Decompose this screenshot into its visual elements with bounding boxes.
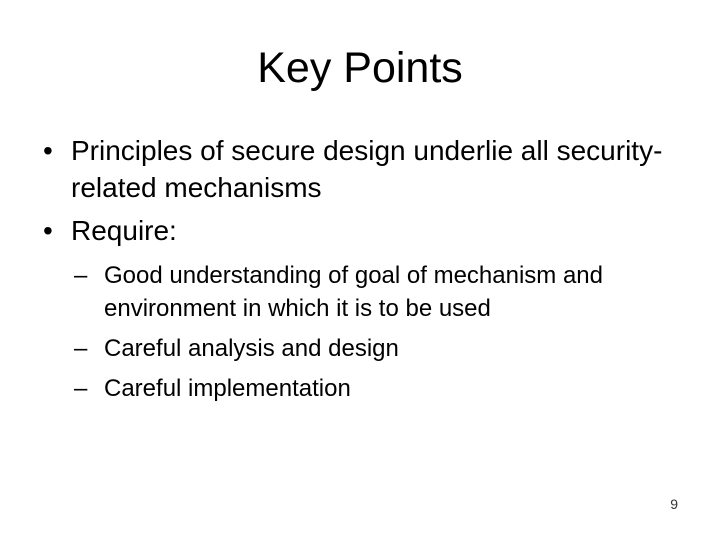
bullet-marker: •: [43, 135, 53, 166]
slide-title: Key Points: [257, 44, 463, 92]
sub-bullet-analysis: [74, 332, 680, 365]
page-number: 9: [670, 496, 678, 512]
sub-bullet-marker: –: [74, 262, 88, 289]
sub-bullet-text: Careful analysis and design: [104, 335, 399, 362]
sub-bullet-text: Careful implementation: [104, 375, 351, 402]
bullet-marker: •: [43, 215, 53, 246]
sub-bullet-text: Good understanding of goal of mechanism and environment in which it is to be used: [104, 262, 603, 322]
slide-body: [40, 132, 680, 412]
bullet-principles: [40, 132, 680, 206]
bullet-text: Principles of secure design underlie all security-related mechanisms: [71, 135, 663, 203]
sub-bullet-understanding: [74, 259, 680, 325]
sub-bullet-marker: –: [74, 375, 88, 402]
sub-bullet-list: [74, 259, 680, 405]
sub-bullet-implementation: [74, 372, 680, 405]
sub-bullet-marker: –: [74, 335, 88, 362]
bullet-require: [40, 212, 680, 249]
bullet-text: Require:: [71, 215, 177, 246]
